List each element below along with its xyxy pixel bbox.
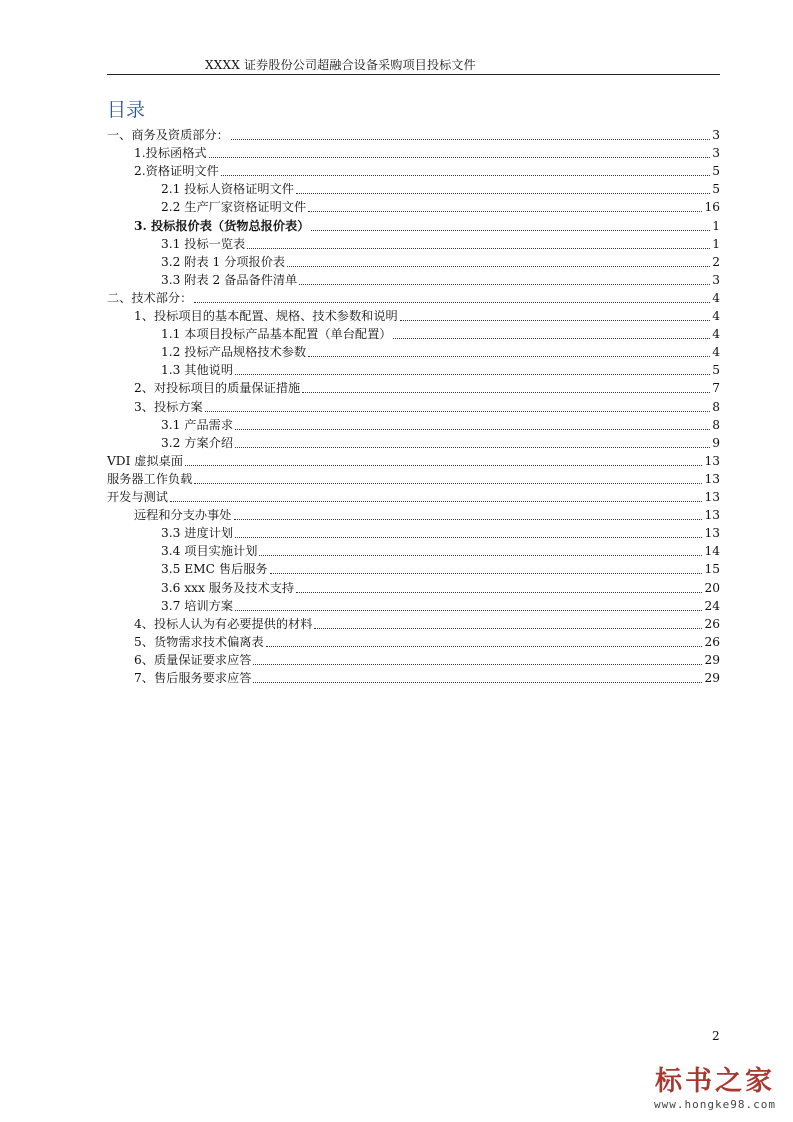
toc-dot-leader (287, 265, 710, 267)
toc-entry-text: 2.2 生产厂家资格证明文件 (161, 200, 307, 214)
toc-entry[interactable] (161, 524, 720, 542)
toc-entry-text: 3.5 EMC 售后服务 (161, 562, 268, 576)
toc-entry-page: 1 (712, 237, 720, 251)
toc-entry-page: 13 (704, 508, 720, 522)
toc-dot-leader (311, 229, 710, 231)
toc-entry[interactable] (161, 235, 720, 253)
toc-entry-page: 15 (704, 562, 720, 576)
toc-entry-text: VDI 虚拟桌面 (107, 454, 184, 468)
toc-entry-text: 一、商务及资质部分： (107, 128, 229, 142)
toc-dot-leader (296, 192, 710, 194)
toc-entry-text: 1、投标项目的基本配置、规格、技术参数和说明 (134, 309, 398, 323)
toc-entry[interactable] (161, 542, 720, 560)
toc-entry-text: 2.资格证明文件 (134, 164, 219, 178)
watermark-logo (640, 1066, 790, 1112)
toc-entry-text: 3.7 培训方案 (161, 599, 234, 613)
toc-dot-leader (235, 428, 710, 430)
toc-dot-leader (170, 500, 703, 502)
toc-entry-page: 26 (704, 617, 720, 631)
toc-entry-text: 5、货物需求技术偏离表 (134, 635, 264, 649)
toc-entry[interactable] (134, 506, 720, 524)
toc-entry-text: 3. 投标报价表（货物总报价表） (134, 219, 310, 233)
toc-entry[interactable] (134, 307, 720, 325)
toc-entry[interactable] (161, 434, 720, 452)
toc-dot-leader (194, 301, 710, 303)
toc-entry-text: 远程和分支办事处 (134, 508, 232, 522)
toc-entry[interactable] (107, 126, 720, 144)
toc-entry-text: 3.2 附表 1 分项报价表 (161, 255, 286, 269)
toc-entry[interactable] (161, 180, 720, 198)
toc-entry-page: 3 (712, 273, 720, 287)
toc-entry-text: 二、技术部分： (107, 291, 193, 305)
toc-entry-page: 4 (712, 327, 720, 341)
toc-entry[interactable] (134, 615, 720, 633)
toc-entry-text: 1.投标函格式 (134, 146, 207, 160)
toc-dot-leader (209, 156, 711, 158)
toc-entry-page: 13 (704, 490, 720, 504)
toc-entry-page: 29 (704, 671, 720, 685)
toc-entry-page: 3 (712, 128, 720, 142)
toc-entry[interactable] (161, 271, 720, 289)
toc-entry-page: 26 (704, 635, 720, 649)
toc-dot-leader (235, 609, 702, 611)
toc-dot-leader (234, 518, 703, 520)
toc-entry-page: 4 (712, 309, 720, 323)
toc-entry-text: 服务器工作负载 (107, 472, 193, 486)
toc-entry-page: 2 (712, 255, 720, 269)
header-divider (107, 74, 720, 75)
toc-entry[interactable] (134, 633, 720, 651)
toc-entry-page: 8 (712, 400, 720, 414)
toc-dot-leader (194, 482, 702, 484)
toc-entry-page: 3 (712, 146, 720, 160)
toc-entry-text: 6、质量保证要求应答 (134, 653, 252, 667)
toc-dot-leader (296, 591, 702, 593)
toc-dot-leader (253, 681, 702, 683)
toc-entry-page: 1 (712, 219, 720, 233)
toc-entry[interactable] (134, 651, 720, 669)
page-header: XXXX 证券股份公司超融合设备采购项目投标文件 (205, 58, 476, 72)
toc-entry[interactable] (107, 452, 720, 470)
toc-entry[interactable] (161, 325, 720, 343)
toc-dot-leader (185, 464, 702, 466)
toc-dot-leader (253, 663, 702, 665)
toc-entry-text: 3、投标方案 (134, 400, 203, 414)
toc-dot-leader (299, 283, 710, 285)
toc-dot-leader (247, 247, 710, 249)
toc-dot-leader (221, 174, 710, 176)
toc-entry-page: 20 (704, 581, 720, 595)
toc-entry-page: 13 (704, 472, 720, 486)
toc-entry-text: 3.6 xxx 服务及技术支持 (161, 581, 295, 595)
toc-entry[interactable] (134, 379, 720, 397)
toc-entry[interactable] (134, 669, 720, 687)
toc-entry-page: 5 (712, 363, 720, 377)
toc-entry-text: 1.3 其他说明 (161, 363, 234, 377)
toc-entry-page: 4 (712, 291, 720, 305)
toc-dot-leader (308, 355, 710, 357)
watermark-url: www.hongke98.com (654, 1098, 776, 1111)
toc-dot-leader (393, 337, 710, 339)
toc-entry-text: 3.3 进度计划 (161, 526, 234, 540)
toc-entry-page: 4 (712, 345, 720, 359)
toc-dot-leader (205, 410, 711, 412)
toc-dot-leader (270, 572, 703, 574)
toc-entry-page: 7 (712, 381, 720, 395)
toc-entry[interactable] (161, 361, 720, 379)
toc-entry-page: 29 (704, 653, 720, 667)
page-number: 2 (712, 1029, 720, 1043)
toc-entry[interactable] (161, 198, 720, 216)
toc-entry-page: 13 (704, 526, 720, 540)
toc-dot-leader (235, 373, 710, 375)
toc-entry-page: 8 (712, 418, 720, 432)
toc-entry[interactable] (107, 488, 720, 506)
toc-title: 目录 (107, 99, 146, 121)
toc-dot-leader (235, 536, 702, 538)
toc-entry-page: 5 (712, 164, 720, 178)
toc-entry-text: 3.1 产品需求 (161, 418, 234, 432)
toc-entry[interactable] (161, 253, 720, 271)
toc-entry-text: 2.1 投标人资格证明文件 (161, 182, 294, 196)
toc-entry-text: 1.2 投标产品规格技术参数 (161, 345, 307, 359)
toc-entry-page: 5 (712, 182, 720, 196)
toc-entry[interactable] (107, 289, 720, 307)
toc-dot-leader (302, 391, 710, 393)
toc-entry-text: 3.2 方案介绍 (161, 436, 234, 450)
toc-entry-page: 16 (704, 200, 720, 214)
toc-entry[interactable] (161, 560, 720, 578)
toc-dot-leader (266, 645, 703, 647)
toc-dot-leader (259, 554, 702, 556)
toc-dot-leader (400, 319, 711, 321)
toc-entry-text: 3.1 投标一览表 (161, 237, 246, 251)
toc-dot-leader (235, 446, 710, 448)
watermark-brand: 标书之家 (655, 1066, 775, 1097)
toc-entry-text: 7、售后服务要求应答 (134, 671, 252, 685)
toc-entry[interactable] (161, 416, 720, 434)
toc-entry-text: 4、投标人认为有必要提供的材料 (134, 617, 313, 631)
toc-entry[interactable] (107, 470, 720, 488)
toc-entry-page: 9 (712, 436, 720, 450)
toc-entry[interactable] (134, 398, 720, 416)
toc-entry-text: 3.4 项目实施计划 (161, 544, 258, 558)
toc-entry-text: 开发与测试 (107, 490, 168, 504)
toc-entry-text: 2、对投标项目的质量保证措施 (134, 381, 301, 395)
toc-entry[interactable] (161, 343, 720, 361)
toc-dot-leader (308, 210, 702, 212)
toc-dot-leader (314, 627, 702, 629)
toc-entry-text: 1.1 本项目投标产品基本配置（单台配置） (161, 327, 392, 341)
toc-entry-page: 24 (704, 599, 720, 613)
toc-entry-page: 14 (704, 544, 720, 558)
toc-entry-text: 3.3 附表 2 备品备件清单 (161, 273, 298, 287)
toc-entry[interactable] (161, 579, 720, 597)
toc-entry[interactable] (134, 162, 720, 180)
toc-entry[interactable] (134, 144, 720, 162)
toc-entry-page: 13 (704, 454, 720, 468)
toc-entry[interactable] (161, 597, 720, 615)
toc-entry[interactable] (134, 217, 720, 235)
toc-dot-leader (231, 138, 710, 140)
